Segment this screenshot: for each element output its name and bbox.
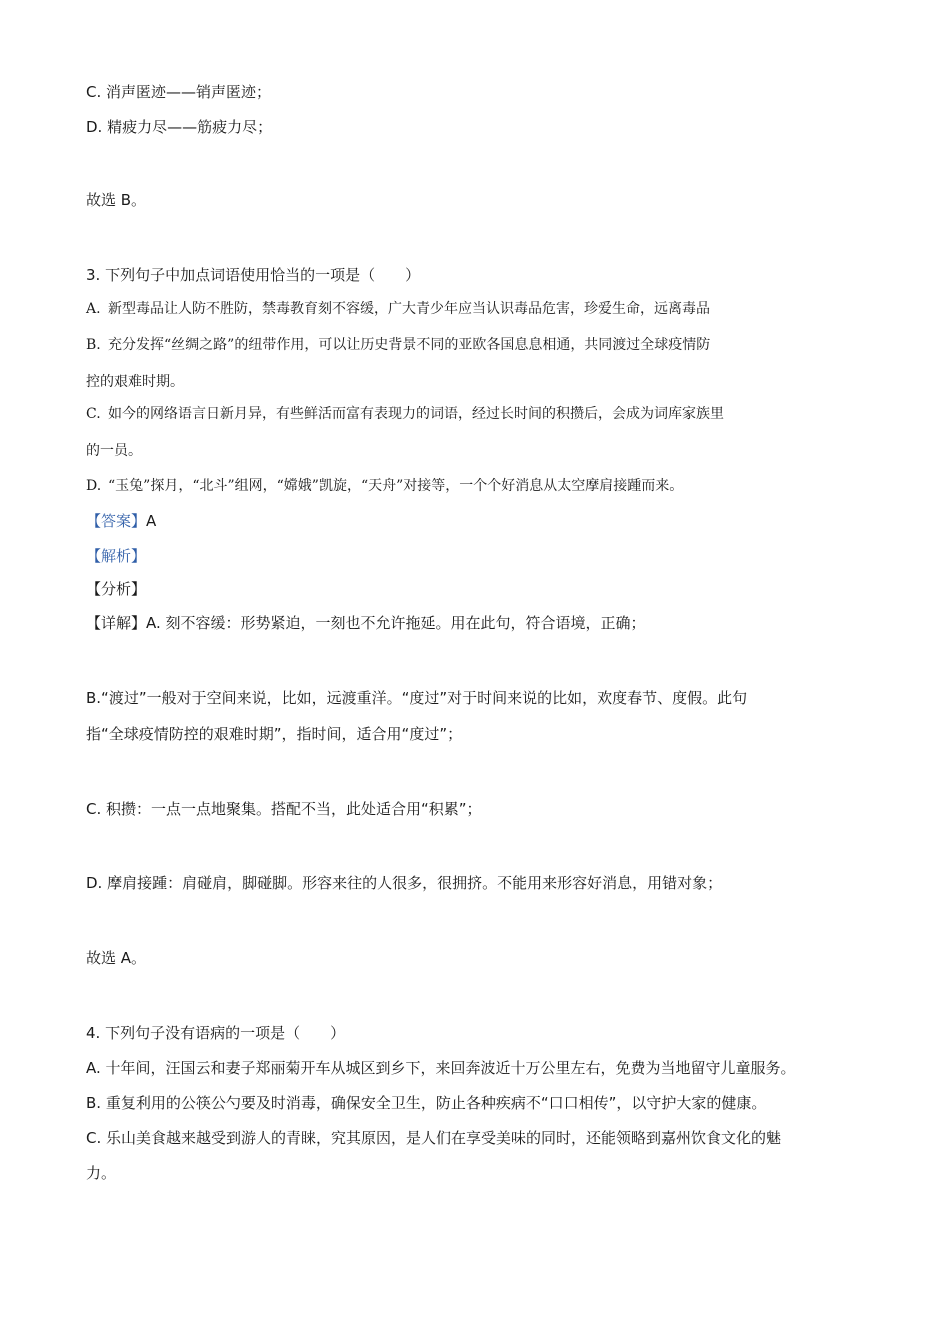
q4-option-c-cont: 力。 — [86, 1164, 117, 1182]
q3-option-b-letter: B. — [86, 337, 101, 353]
q3-option-c-text: 如今的网络语言日新月异，有些鲜活而富有表现力的词语，经过长时间的积攒后，会成为词库家族里 — [108, 406, 724, 422]
q4-option-a: A. 十年间，汪国云和妻子郑丽菊开车从城区到乡下，来回奔波近十万公里左右，免费为当地留守儿童服务。 — [86, 1059, 796, 1077]
q3-option-b — [86, 335, 710, 355]
q3-conclusion: 故选 A。 — [86, 949, 147, 967]
q3-detail-c: C. 积攒：一点一点地聚集。搭配不当，此处适合用“积累”； — [86, 800, 482, 818]
q4-stem: 4. 下列句子没有语病的一项是（ ） — [86, 1024, 346, 1042]
q4-option-c: C. 乐山美食越来越受到游人的青睐，究其原因，是人们在享受美味的同时，还能领略到嘉州饮食文化的魅 — [86, 1129, 782, 1147]
q3-stem: 3. 下列句子中加点词语使用恰当的一项是（ ） — [86, 266, 421, 284]
q3-answer — [86, 511, 156, 531]
q3-detail-b: B.“渡过”一般对于空间来说，比如，远渡重洋。“度过”对于时间来说的比如，欢度春节、度假。此句 — [86, 689, 748, 707]
q3-option-b-cont: 控的艰难时期。 — [86, 374, 184, 390]
q3-option-c-cont: 的一员。 — [86, 443, 142, 459]
q3-option-c — [86, 404, 724, 424]
q3-option-d-letter: D. — [86, 478, 102, 494]
q3-option-d-text: “玉兔”探月，“北斗”组网，“嫦娥”凯旋，“天舟”对接等，一个个好消息从太空摩肩接踵而来。 — [108, 478, 684, 494]
q3-detail-a — [86, 613, 646, 633]
q3-detail-d: D. 摩肩接踵：肩碰肩，脚碰脚。形容来往的人很多，很拥挤。不能用来形容好消息，用错对象； — [86, 874, 723, 892]
q3-option-c-letter: C. — [86, 406, 101, 422]
answer-value: A — [146, 512, 157, 530]
prev-option-d: D. 精疲力尽——筋疲力尽； — [86, 118, 273, 136]
analysis-label: 【解析】 — [86, 547, 147, 565]
prev-conclusion: 故选 B。 — [86, 191, 147, 209]
q4-option-b: B. 重复利用的公筷公勺要及时消毒，确保安全卫生，防止各种疾病不“口口相传”，以守护大家的健康。 — [86, 1094, 767, 1112]
q3-option-a-letter: A. — [86, 301, 101, 317]
prev-option-c: C. 消声匿迹——销声匿迹； — [86, 83, 272, 101]
q3-option-a-text: 新型毒品让人防不胜防，禁毒教育刻不容缓，广大青少年应当认识毒品危害，珍爱生命，远离毒品 — [108, 301, 710, 317]
fenxi-label: 【分析】 — [86, 580, 147, 598]
q3-option-d — [86, 476, 683, 496]
q3-option-b-text: 充分发挥“丝绸之路”的纽带作用，可以让历史背景不同的亚欧各国息息相通，共同渡过全球疫情防 — [108, 337, 711, 353]
q3-option-a — [86, 299, 710, 319]
q3-detail-b-cont: 指“全球疫情防控的艰难时期”，指时间，适合用“度过”； — [86, 725, 463, 743]
detail-label: 【详解】 — [86, 614, 147, 632]
detail-a-text: A. 刻不容缓：形势紧迫，一刻也不允许拖延。用在此句，符合语境，正确； — [146, 614, 646, 632]
answer-label: 【答案】 — [86, 512, 147, 530]
